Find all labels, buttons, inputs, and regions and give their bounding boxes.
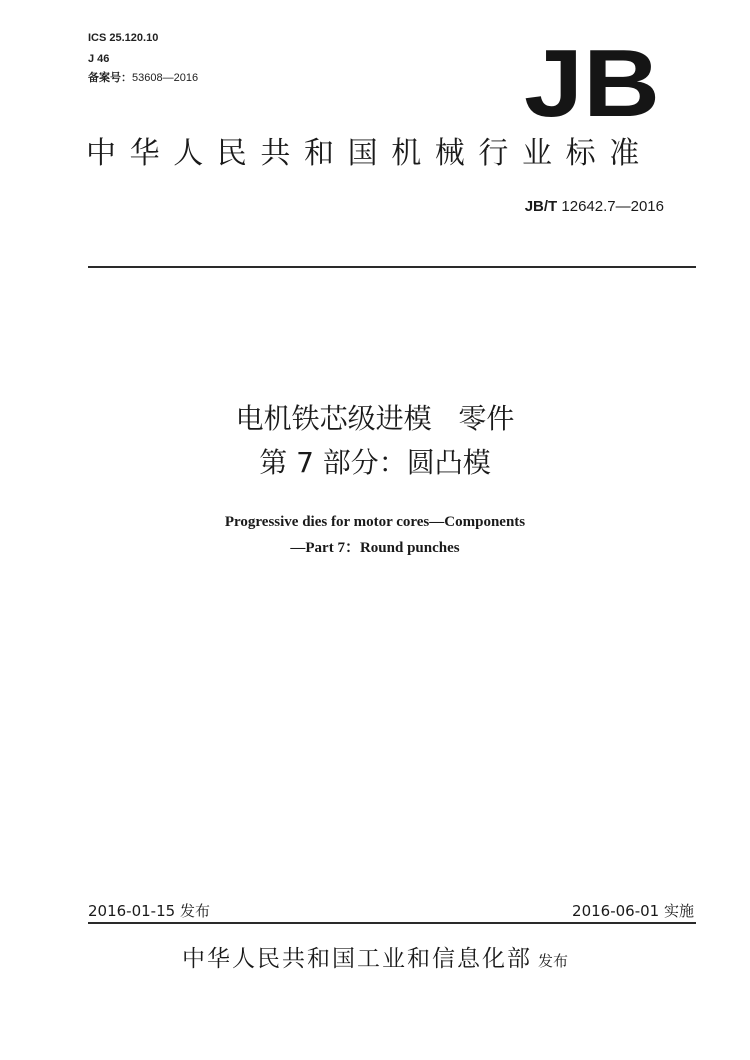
issue-date: 2016-01-15 发布: [88, 902, 210, 920]
org-title: 中华人民共和国机械行业标准: [86, 136, 653, 171]
standard-number-prefix: JB/T: [524, 198, 558, 215]
standard-number-value: 12642.7—2016: [557, 198, 664, 215]
classification-code: J 46: [88, 53, 110, 65]
footer-divider: [88, 922, 696, 924]
record-number-value: 53608—2016: [132, 72, 199, 84]
publisher-name: 中华人民共和国工业和信息化部: [181, 946, 532, 972]
record-number-label: 备案号：: [88, 72, 132, 84]
standard-number: [525, 198, 664, 215]
title-en-line1: Progressive dies for motor cores—Components: [224, 514, 526, 530]
title-cn-line2: 第 7 部分：圆凸模: [259, 446, 491, 479]
title-en-line2: —Part 7：Round punches: [290, 540, 460, 556]
record-number: [88, 71, 198, 86]
publisher: [0, 940, 750, 973]
header-divider: [88, 266, 696, 268]
publisher-suffix: 发布: [537, 952, 568, 970]
jb-logo-text: JB: [524, 40, 660, 120]
ics-code: ICS 25.120.10: [88, 32, 159, 44]
jb-logo: [522, 40, 662, 120]
implementation-date: 2016-06-01 实施: [572, 902, 694, 920]
title-cn-line1: 电机铁芯级进模 零件: [235, 402, 515, 435]
